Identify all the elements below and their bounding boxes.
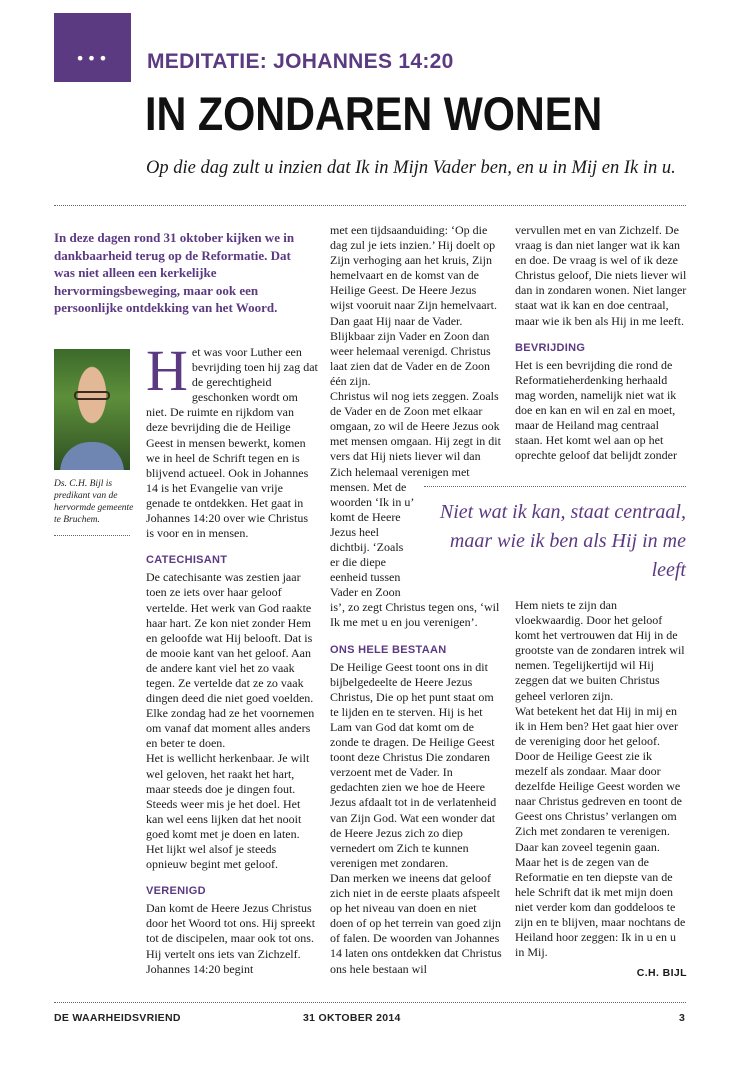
paragraph: Het is wellicht herkenbaar. Je wilt wel geloven, het raakt het hart, maar steeds doe je dingen fout. Steeds weer mis je het doel. Het kan wel eens lijken dat het nooit goed komt met je doen en laten. Het lijkt wel alsof je steeds opnieuw begint met geloof.	[146, 751, 310, 872]
paragraph: Dan komt de Heere Jezus Christus door het Woord tot ons. Hij spreekt tot de discipelen, maar ook tot ons. Hij vertelt ons iets van Zichzelf. Johannes 14:20 begint	[146, 901, 316, 976]
paragraph: De Heilige Geest toont ons in dit bijbelgedeelte de Heere Jezus Christus, Die op het punt staat om te lijden en te sterven. Hij is het Lam van God dat komt om de zonde te dragen. De Heilige Geest toont deze Christus Die zondaren verzoent met de Vader. In gedachten zien we hoe de Heere Jezus afdaalt tot in de verlatenheid van Zijn God. Wat een wonder dat de Heere Jezus zich zo diep vernedert om Zich te kunnen verenigen met zondaren.	[330, 659, 497, 870]
issue-date: 31 OKTOBER 2014	[303, 1012, 401, 1024]
footer-divider	[54, 1002, 686, 1003]
paragraph: met een tijdsaanduiding: ‘Op die dag zul je iets inzien.’ Hij doelt op Zijn verhoging aan het kruis, Zijn hemelvaart en de komst van de Heilige Geest. De Heere Jezus wijst vooruit naar Zijn hemelvaart. Dan gaat Hij naar de Vader. Blijkbaar zijn Vader en Zoon dan weer helemaal verenigd. Christus laat zien dat de Vader en de Zoon één zijn.	[330, 223, 497, 388]
column-1	[146, 338, 318, 977]
paragraph: Wat betekent het dat Hij in mij en ik in Hem ben? Het gaat hier over de vereniging door het geloof. Door de Heilige Geest zie ik mezelf als zondaar. Maar door dezelfde Heilige Geest worden we naar Christus gedreven en toont de Geest ons Christus’ verlangen om Zich met zondaren te verenigen. Daar kan zoveel tegenin gaan. Maar het is de zegen van de Reformatie en ten diepste van de hele Schrift dat ik met mijn doen niet verder kom dan goddeloos te zijn en te blijven, maar nochtans de Heiland hoor zeggen: Ik in u en u in Mij.	[515, 703, 686, 960]
header-badge	[54, 13, 131, 82]
top-divider	[54, 205, 686, 206]
subheading-bevrijding: BEVRIJDING	[515, 341, 586, 354]
publication-name: DE WAARHEIDSVRIEND	[54, 1012, 181, 1024]
intro-paragraph: In deze dagen rond 31 oktober kijken we in dankbaarheid terug op de Reformatie. Dat was niet alleen een kerkelijke hervormingsbeweging, maar ook een persoonlijke ontdekking van het Woord.	[54, 230, 295, 315]
paragraph-text: et was voor Luther een bevrijding toen hij zag dat de gerechtigheid geschonken wordt om niet. De ruimte en rijkdom van deze bevrijding die de Heilige Geest in mensen bewerkt, komen we in heel de Schrift tegen en is blijvend actueel. Ook in Johannes 14 is het Evangelie van vrije genade te ontdekken. Het gaat in Johannes 14:20 over wie Christus is voor en in mensen.	[146, 345, 318, 541]
photo-caption: Ds. C.H. Bijl is predikant van de hervormde gemeente te Bruchem.	[54, 479, 134, 525]
paragraph: Dan merken we ineens dat geloof zich niet in de eerste plaats afspeelt op het niveau van doen en niet doen of op het terrein van goed zijn of falen. De woorden van Johannes 14 laten ons ontdekken dat Christus ons hele bestaan wil	[330, 870, 502, 976]
paragraph	[146, 338, 318, 541]
paragraph: vervullen met en van Zichzelf. De vraag is dan niet langer wat ik kan en doe. De vraag is wel of ik deze Christus geloof, Die niets liever wil dan in zondaren wonen. Niet langer staat wat ik kan en doe centraal, maar wie ik ben als Hij in me leeft.	[515, 223, 687, 328]
page-number: 3	[679, 1012, 686, 1024]
paragraph: Hem niets te zijn dan vloekwaardig. Door het geloof komt het vertrouwen dat Hij in de grootste van de zondaren intrek wil nemen. Tegelijkertijd wil Hij zeggen dat we buiten Christus geheel verloren zijn.	[515, 598, 685, 703]
author-credit: C.H. BIJL	[636, 967, 687, 980]
shirt-shape	[60, 442, 124, 470]
article-title: IN ZONDAREN WONEN	[145, 87, 603, 140]
column-2	[330, 223, 502, 977]
ellipsis-icon: •••	[75, 49, 110, 68]
pullquote-divider	[424, 486, 686, 487]
section-kicker: MEDITATIE: JOHANNES 14:20	[147, 50, 454, 73]
caption-divider	[54, 535, 130, 536]
paragraph-narrow: woorden ‘Ik in u’ komt de Heere Jezus heel dichtbij. ‘Zoals er die diepe eenheid tussen Vader en Zoon	[330, 494, 414, 600]
subheading-catechisant: CATECHISANT	[146, 554, 228, 567]
article-subtitle: Op die dag zult u inzien dat Ik in Mijn Vader ben, en u in Mij en Ik in u.	[146, 158, 676, 178]
column-3-bottom	[515, 598, 687, 981]
paragraph: Christus wil nog iets zeggen. Zoals de Vader en de Zoon met elkaar omgaan, zo wil de Heere Jezus ook met mensen omgaan. Hij zegt in dit vers dat Hij niets liever wil dan Zich helemaal verenigen met mensen. Met de	[330, 389, 501, 494]
column-3-top	[515, 223, 687, 463]
paragraph: De catechisante was zestien jaar toen ze iets over haar geloof vertelde. Het werk van God raakte haar hart. Ze kon niet zonder Hem en geloofde wat Hij belooft. Dat is de mooie kant van het geloof. Aan de andere kant viel het zo vaak tegen. Ze vertelde dat ze zo vaak dingen deed die niet goed voelden. Elke zondag had ze het voornemen om vanaf dat moment alles anders en beter te doen.	[146, 570, 315, 751]
paragraph: Het is een bevrijding die rond de Reformatieherdenking herhaald mag worden, namelijk niet wat ik doe en kan en wil en zal en moet, maar de Heiland mag centraal staan. Het komt wel aan op het oprechte geloof dat belijdt zonder	[515, 357, 677, 463]
drop-cap: H	[146, 338, 188, 403]
pull-quote: Niet wat ik kan, staat centraal, maar wie ik ben als Hij in me leeft	[439, 501, 686, 581]
subheading-verenigd: VERENIGD	[146, 885, 206, 898]
author-photo	[54, 349, 130, 470]
paragraph: is’, zo zegt Christus tegen ons, ‘wil Ik me met u en jou verenigen’.	[330, 600, 500, 630]
subheading-ons-hele-bestaan: ONS HELE BESTAAN	[330, 643, 447, 656]
glasses-shape	[74, 391, 110, 400]
